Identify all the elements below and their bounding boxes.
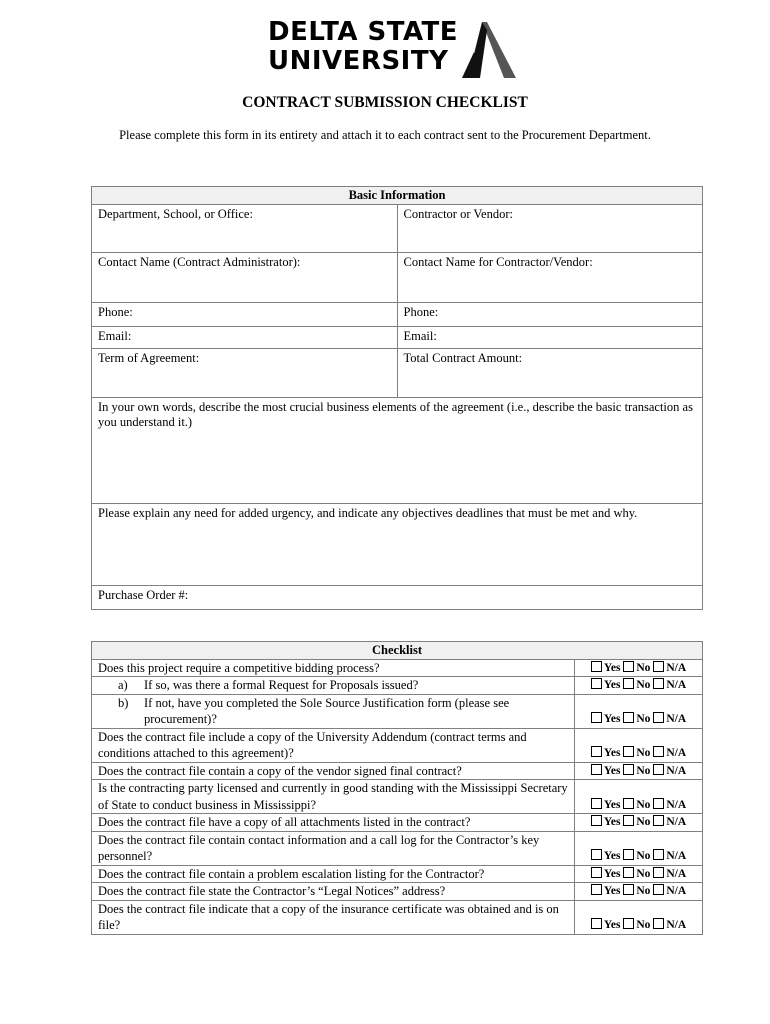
logo-wordmark: DELTA STATE UNIVERSITY bbox=[268, 17, 459, 76]
na-checkbox[interactable] bbox=[653, 712, 664, 723]
yes-checkbox[interactable] bbox=[591, 678, 602, 689]
checklist-question: Does the contract file contain a problem escalation listing for the Contractor? bbox=[92, 865, 575, 883]
na-checkbox[interactable] bbox=[653, 867, 664, 878]
checklist-question: Does the contract file contain contact information and a call log for the Contractor’s key personnel? bbox=[92, 831, 575, 865]
yes-checkbox[interactable] bbox=[591, 918, 602, 929]
na-checkbox[interactable] bbox=[653, 764, 664, 775]
contact-admin-field[interactable]: Contact Name (Contract Administrator): bbox=[92, 253, 398, 303]
phone-field-1[interactable]: Phone: bbox=[92, 303, 398, 327]
checklist-row bbox=[92, 900, 703, 934]
yes-no-na-options: Yes No N/A bbox=[575, 883, 703, 901]
checklist-question: Does the contract file have a copy of all attachments listed in the contract? bbox=[92, 814, 575, 832]
checklist-row bbox=[92, 762, 703, 780]
no-checkbox[interactable] bbox=[623, 678, 634, 689]
checklist-question: Does the contract file state the Contractor’s “Legal Notices” address? bbox=[92, 883, 575, 901]
yes-checkbox[interactable] bbox=[591, 867, 602, 878]
na-checkbox[interactable] bbox=[653, 849, 664, 860]
contact-vendor-field[interactable]: Contact Name for Contractor/Vendor: bbox=[397, 253, 703, 303]
checklist-row bbox=[92, 814, 703, 832]
yes-no-na-options: Yes No N/A bbox=[575, 677, 703, 695]
checklist-row: b) If not, have you completed the Sole Source Justification form (please see procurement)? Yes No N/A bbox=[92, 694, 703, 728]
no-checkbox[interactable] bbox=[623, 867, 634, 878]
logo-mountain-icon bbox=[460, 18, 518, 78]
checklist-table bbox=[91, 641, 703, 935]
yes-checkbox[interactable] bbox=[591, 798, 602, 809]
yes-checkbox[interactable] bbox=[591, 712, 602, 723]
yes-no-na-options: Yes No N/A bbox=[575, 814, 703, 832]
na-checkbox[interactable] bbox=[653, 918, 664, 929]
na-checkbox[interactable] bbox=[653, 661, 664, 672]
checklist-header: Checklist bbox=[92, 642, 703, 660]
no-checkbox[interactable] bbox=[623, 884, 634, 895]
purchase-order-field[interactable]: Purchase Order #: bbox=[92, 586, 703, 610]
intro-text: Please complete this form in its entirety and attach it to each contract sent to the Procurement Department. bbox=[119, 128, 651, 142]
checklist-question: Does the contract file include a copy of the University Addendum (contract terms and conditions attached to this agreement)? bbox=[92, 728, 575, 762]
yes-checkbox[interactable] bbox=[591, 764, 602, 775]
yes-checkbox[interactable] bbox=[591, 815, 602, 826]
basic-info-header: Basic Information bbox=[92, 187, 703, 205]
yes-checkbox[interactable] bbox=[591, 884, 602, 895]
phone-field-2[interactable]: Phone: bbox=[397, 303, 703, 327]
basic-information-table bbox=[91, 186, 703, 610]
university-logo bbox=[268, 14, 528, 80]
na-checkbox[interactable] bbox=[653, 746, 664, 757]
yes-checkbox[interactable] bbox=[591, 661, 602, 672]
email-field-1[interactable]: Email: bbox=[92, 327, 398, 349]
na-checkbox[interactable] bbox=[653, 815, 664, 826]
department-field[interactable]: Department, School, or Office: bbox=[92, 205, 398, 253]
checklist-question: Does this project require a competitive bidding process? bbox=[92, 659, 575, 677]
page-title: CONTRACT SUBMISSION CHECKLIST bbox=[242, 94, 528, 111]
no-checkbox[interactable] bbox=[623, 798, 634, 809]
checklist-row bbox=[92, 831, 703, 865]
checklist-question: Does the contract file indicate that a copy of the insurance certificate was obtained and is on file? bbox=[92, 900, 575, 934]
checklist-row bbox=[92, 865, 703, 883]
na-checkbox[interactable] bbox=[653, 678, 664, 689]
checklist-row bbox=[92, 780, 703, 814]
yes-no-na-options: Yes No N/A bbox=[575, 831, 703, 865]
checklist-question: Does the contract file contain a copy of the vendor signed final contract? bbox=[92, 762, 575, 780]
no-checkbox[interactable] bbox=[623, 661, 634, 672]
checklist-question: Is the contracting party licensed and currently in good standing with the Mississippi Secretary of State to conduct business in Mississippi? bbox=[92, 780, 575, 814]
checklist-row: a) If so, was there a formal Request for Proposals issued? Yes No N/A bbox=[92, 677, 703, 695]
business-elements-field[interactable]: In your own words, describe the most crucial business elements of the agreement (i.e., describe the basic transaction as you understand it.) bbox=[92, 398, 703, 504]
yes-no-na-options: Yes No N/A bbox=[575, 780, 703, 814]
checklist-question: If not, have you completed the Sole Source Justification form (please see procurement)? bbox=[144, 695, 510, 726]
yes-checkbox[interactable] bbox=[591, 746, 602, 757]
checklist-row bbox=[92, 883, 703, 901]
checklist-row bbox=[92, 659, 703, 677]
yes-no-na-options: Yes No N/A bbox=[575, 762, 703, 780]
no-checkbox[interactable] bbox=[623, 815, 634, 826]
yes-no-na-options: Yes No N/A bbox=[575, 728, 703, 762]
checklist-question: If so, was there a formal Request for Proposals issued? bbox=[144, 678, 419, 692]
yes-no-na-options: Yes No N/A bbox=[575, 694, 703, 728]
no-checkbox[interactable] bbox=[623, 849, 634, 860]
no-checkbox[interactable] bbox=[623, 764, 634, 775]
yes-no-na-options: Yes No N/A bbox=[575, 865, 703, 883]
amount-field[interactable]: Total Contract Amount: bbox=[397, 349, 703, 398]
no-checkbox[interactable] bbox=[623, 746, 634, 757]
term-field[interactable]: Term of Agreement: bbox=[92, 349, 398, 398]
na-checkbox[interactable] bbox=[653, 884, 664, 895]
no-checkbox[interactable] bbox=[623, 712, 634, 723]
yes-checkbox[interactable] bbox=[591, 849, 602, 860]
email-field-2[interactable]: Email: bbox=[397, 327, 703, 349]
urgency-field[interactable]: Please explain any need for added urgency, and indicate any objectives deadlines that must be met and why. bbox=[92, 504, 703, 586]
yes-no-na-options: Yes No N/A bbox=[575, 900, 703, 934]
vendor-field[interactable]: Contractor or Vendor: bbox=[397, 205, 703, 253]
checklist-row bbox=[92, 728, 703, 762]
na-checkbox[interactable] bbox=[653, 798, 664, 809]
yes-no-na-options: Yes No N/A bbox=[575, 659, 703, 677]
no-checkbox[interactable] bbox=[623, 918, 634, 929]
